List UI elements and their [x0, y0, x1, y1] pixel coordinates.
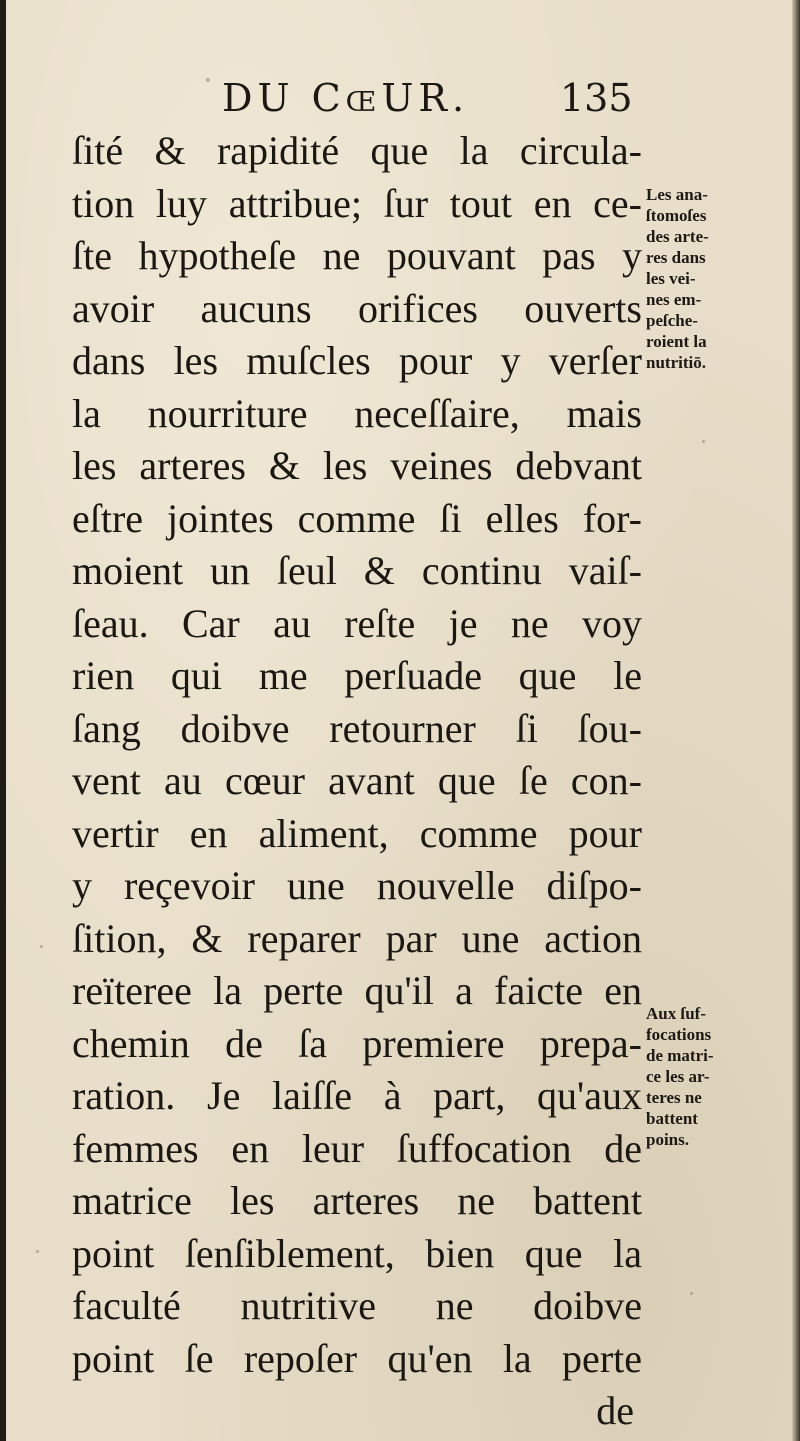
margin-note-line: Les ana-	[646, 185, 708, 204]
running-title: DU CœUR.	[222, 76, 470, 120]
text-line: vent au cœur avant que ſe con-	[72, 758, 642, 803]
margin-note-line: de matri-	[646, 1046, 714, 1065]
text-line: ſang doibve retourner ſi ſou-	[72, 705, 642, 751]
paper-speck	[40, 945, 43, 948]
margin-note-line: res dans	[646, 248, 706, 267]
page-header	[0, 72, 800, 128]
text-line: ſité & rapidité que la circula-	[72, 128, 642, 173]
margin-note-line: nes em-	[646, 290, 702, 309]
margin-note-suffocations	[646, 1003, 750, 1150]
text-line: matrice les arteres ne battent	[72, 1178, 642, 1223]
text-line: moient un ſeul & continu vaiſ-	[72, 548, 642, 593]
text-line: point ſenſiblement, bien que la	[72, 1230, 642, 1276]
page-number: 135	[560, 76, 633, 120]
text-line: vertir en aliment, comme pour	[72, 810, 642, 856]
margin-note-line: les vei-	[646, 269, 696, 288]
text-line: femmes en leur ſuffocation de	[72, 1125, 642, 1171]
margin-note-line: roient la	[646, 332, 707, 351]
text-line: faculté nutritive ne doibve	[72, 1283, 642, 1328]
catchword: de	[596, 1388, 634, 1433]
margin-note-line: poins.	[646, 1130, 689, 1149]
text-line: ſeau. Car au reſte je ne voy	[72, 600, 642, 646]
text-line: ſition, & reparer par une action	[72, 915, 642, 961]
margin-note-line: battent	[646, 1109, 698, 1128]
page-right-edge	[792, 0, 800, 1441]
margin-note-line: teres ne	[646, 1088, 702, 1107]
text-line: ration. Je laiſſe à part, qu'aux	[72, 1073, 642, 1118]
text-line: eſtre jointes comme ſi elles for-	[72, 495, 642, 541]
margin-note-line: focations	[646, 1025, 712, 1044]
main-text	[72, 125, 642, 1438]
page-left-edge	[0, 0, 6, 1441]
text-line: reïteree la perte qu'il a faicte en	[72, 968, 642, 1013]
text-line: chemin de ſa premiere prepa-	[72, 1020, 642, 1066]
text-line: les arteres & les veines debvant	[72, 443, 642, 488]
text-line: y reçevoir une nouvelle diſpo-	[72, 863, 642, 908]
paper-speck	[206, 78, 210, 82]
paper-speck	[36, 1250, 39, 1253]
margin-note-anastomoses	[646, 184, 750, 373]
text-line: ſte hypotheſe ne pouvant pas y	[72, 233, 642, 278]
text-line: la nourriture neceſſaire, mais	[72, 390, 642, 436]
margin-note-line: Aux ſuf-	[646, 1004, 706, 1023]
text-line: avoir aucuns orifices ouverts	[72, 285, 642, 331]
margin-note-line: ſtomoſes	[646, 206, 707, 225]
paper-speck	[690, 1292, 693, 1295]
text-line: point ſe repoſer qu'en la perte	[72, 1335, 642, 1381]
text-line: dans les muſcles pour y verſer	[72, 338, 642, 383]
margin-note-line: des arte-	[646, 227, 709, 246]
margin-note-line: ce les ar-	[646, 1067, 710, 1086]
text-line: rien qui me perſuade que le	[72, 653, 642, 698]
margin-note-line: peſche-	[646, 311, 698, 330]
margin-note-line: nutritiō.	[646, 353, 706, 372]
paper-speck	[702, 440, 705, 443]
text-line: tion luy attribue; ſur tout en ce-	[72, 180, 642, 226]
